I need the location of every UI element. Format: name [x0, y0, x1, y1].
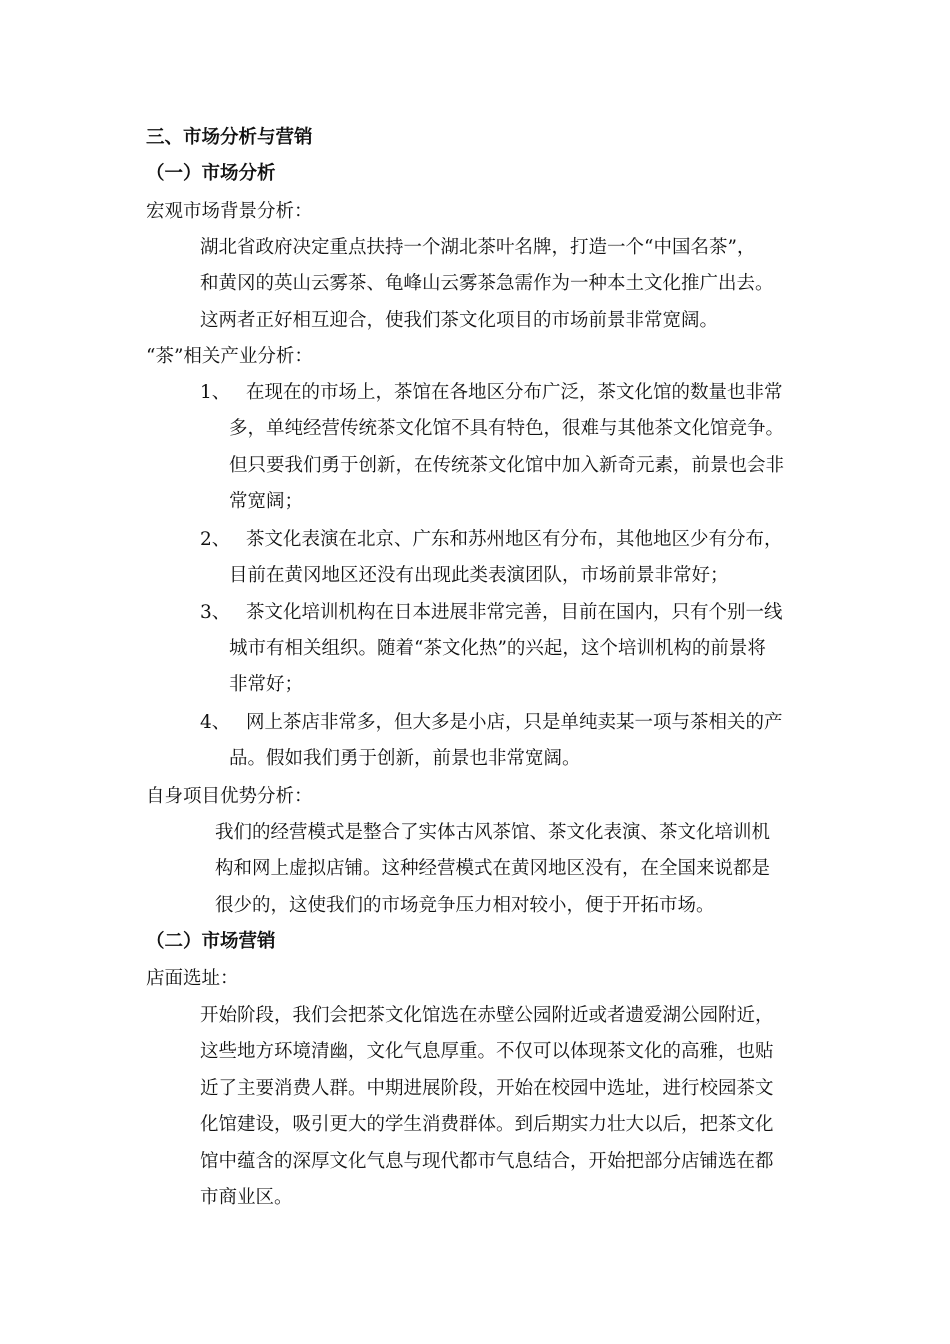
- subsection-heading-market-analysis: （一）市场分析: [146, 163, 276, 184]
- paragraph-line: 开始阶段，我们会把茶文化馆选在赤壁公园附近或者遗爱湖公园附近，: [200, 1005, 774, 1026]
- list-item-line: 城市有相关组织。随着“茶文化热”的兴起，这个培训机构的前景将: [229, 638, 766, 659]
- macro-analysis-label: 宏观市场背景分析：: [146, 201, 313, 222]
- list-item-line: 常宽阔；: [229, 491, 304, 512]
- paragraph-line: 化馆建设，吸引更大的学生消费群体。到后期实力壮大以后，把茶文化: [200, 1114, 774, 1135]
- list-item-line: 非常好；: [229, 674, 304, 695]
- paragraph-line: 市商业区。: [200, 1187, 293, 1208]
- list-item-number: 2、: [200, 529, 231, 550]
- location-label: 店面选址：: [146, 968, 239, 989]
- subsection-heading-marketing: （二）市场营销: [146, 931, 276, 952]
- list-item-number: 1、: [200, 382, 231, 403]
- list-item-line: 品。假如我们勇于创新，前景也非常宽阔。: [229, 748, 581, 769]
- paragraph-line: 湖北省政府决定重点扶持一个湖北茶叶名牌，打造一个“中国名茶”，: [200, 237, 756, 258]
- list-item-line: 多，单纯经营传统茶文化馆不具有特色，很难与其他茶文化馆竞争。: [229, 418, 785, 439]
- paragraph-line: 很少的，这使我们的市场竞争压力相对较小，便于开拓市场。: [215, 895, 715, 916]
- paragraph-line: 我们的经营模式是整合了实体古风茶馆、茶文化表演、茶文化培训机: [215, 822, 771, 843]
- list-item-line: 茶文化培训机构在日本进展非常完善，目前在国内，只有个别一线: [246, 602, 783, 623]
- industry-analysis-label: “茶”相关产业分析：: [146, 346, 313, 367]
- paragraph-line: 构和网上虚拟店铺。这种经营模式在黄冈地区没有，在全国来说都是: [215, 858, 771, 879]
- list-item-line: 网上茶店非常多，但大多是小店，只是单纯卖某一项与茶相关的产: [246, 712, 783, 733]
- section-title: 三、市场分析与营销: [146, 127, 313, 148]
- list-item-number: 3、: [200, 602, 231, 623]
- advantage-analysis-label: 自身项目优势分析：: [146, 786, 313, 807]
- paragraph-line: 这些地方环境清幽，文化气息厚重。不仅可以体现茶文化的高雅，也贴: [200, 1041, 774, 1062]
- list-item-line: 但只要我们勇于创新，在传统茶文化馆中加入新奇元素，前景也会非: [229, 455, 785, 476]
- list-item-line: 在现在的市场上，茶馆在各地区分布广泛，茶文化馆的数量也非常: [246, 382, 783, 403]
- list-item-line: 目前在黄冈地区还没有出现此类表演团队，市场前景非常好；: [229, 565, 729, 586]
- paragraph-line: 近了主要消费人群。中期进展阶段，开始在校园中选址，进行校园茶文: [200, 1078, 774, 1099]
- paragraph-line: 这两者正好相互迎合，使我们茶文化项目的市场前景非常宽阔。: [200, 310, 719, 331]
- list-item-line: 茶文化表演在北京、广东和苏州地区有分布，其他地区少有分布，: [246, 529, 783, 550]
- paragraph-line: 和黄冈的英山云雾茶、龟峰山云雾茶急需作为一种本土文化推广出去。: [200, 273, 774, 294]
- paragraph-line: 馆中蕴含的深厚文化气息与现代都市气息结合，开始把部分店铺选在都: [200, 1151, 774, 1172]
- list-item-number: 4、: [200, 712, 231, 733]
